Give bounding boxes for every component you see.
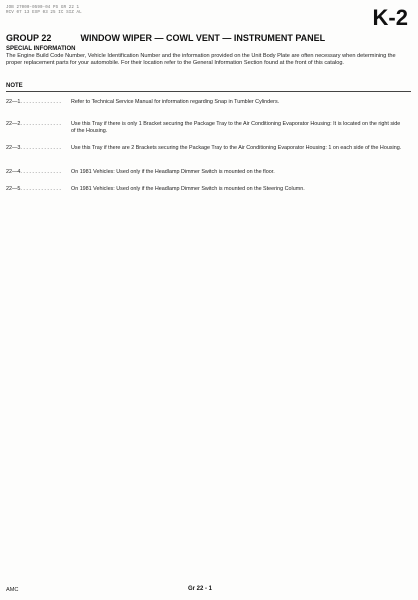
note-number: 22—4. . . . . . . . . . . . . .	[6, 169, 61, 175]
note-text: On 1981 Vehicles: Used only if the Headlamp Dimmer Switch is mounted on the floor.	[71, 169, 275, 175]
note-number: 22—5. . . . . . . . . . . . . .	[6, 186, 61, 192]
section-mark: K-2	[372, 5, 408, 30]
note-item	[6, 99, 406, 106]
note-number: 22—1. . . . . . . . . . . . . .	[6, 99, 61, 105]
note-divider	[6, 91, 411, 92]
page-title: WINDOW WIPER — COWL VENT — INSTRUMENT PANEL	[80, 33, 326, 43]
job-code-line-2: RCV 07 13 EXP 03 25 IC SIZ AL	[6, 11, 82, 15]
special-information-text: The Engine Build Code Number, Vehicle Identification Number and the information provided on the Unit Body Plate are often necessary when determining the proper replacement parts for your automobile. For their location refer to the General Information Section found at the front of this catalog.	[6, 53, 396, 66]
note-number: 22—2. . . . . . . . . . . . . .	[6, 121, 61, 127]
footer-brand: AMC	[6, 587, 19, 593]
note-item	[6, 121, 406, 135]
note-text: Use this Tray if there are 2 Brackets securing the Package Tray to the Air Conditioning Evaporator Housing: 1 on each side of the Housing.	[71, 145, 402, 151]
note-text: On 1981 Vehicles: Used only if the Headlamp Dimmer Switch is mounted on the Steering Column.	[71, 186, 305, 192]
note-text: Use this Tray if there is only 1 Bracket securing the Package Tray to the Air Conditioning Evaporator Housing: It is located on the right side of the Housing.	[71, 121, 401, 134]
note-item	[6, 145, 406, 152]
job-code-line-1: JOB 27000-0590-04 PS GR 22 1	[6, 6, 80, 10]
note-item	[6, 186, 406, 193]
note-number: 22—3. . . . . . . . . . . . . .	[6, 145, 61, 151]
group-number: GROUP 22	[6, 33, 52, 43]
note-heading: NOTE	[6, 83, 23, 89]
page-header	[6, 33, 410, 43]
note-text: Refer to Technical Service Manual for information regarding Snap in Tumbler Cylinders.	[71, 99, 280, 105]
page-number: Gr 22 - 1	[188, 586, 213, 592]
special-information-heading: SPECIAL INFORMATION	[6, 46, 76, 52]
note-item	[6, 169, 406, 176]
